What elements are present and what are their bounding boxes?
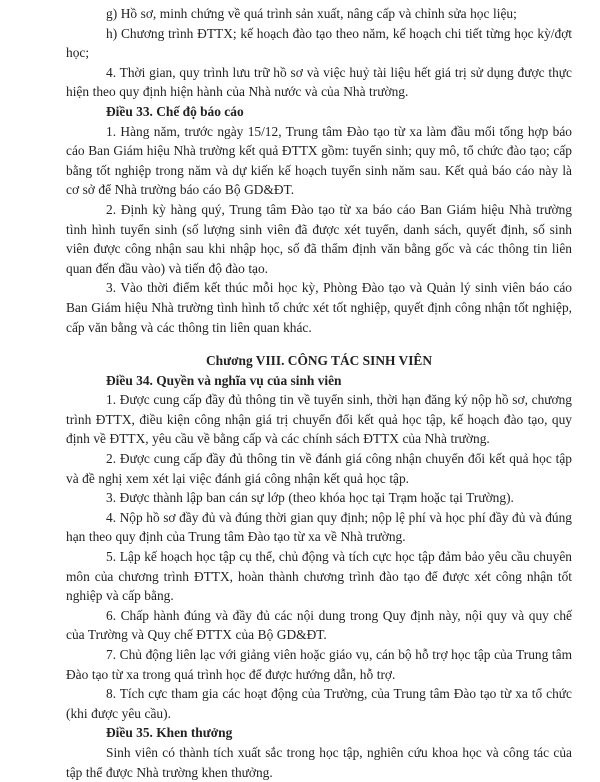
article-34-clause-3: 3. Được thành lập ban cán sự lớp (theo khóa học tại Trạm hoặc tại Trường).: [106, 490, 514, 506]
article-34-clause-5: 5. Lập kế hoạch học tập cụ thể, chủ động và tích cực học tập đảm bảo yêu cầu chuyên môn của chương trình ĐTTX, hoàn thành chương trình đào tạo để được xét công nhận tốt nghiệp và cấp bằng.: [66, 549, 572, 604]
article-34-heading: Điều 34. Quyền và nghĩa vụ của sinh viên: [106, 372, 342, 388]
article-34-clause-4: 4. Nộp hồ sơ đầy đủ và đúng thời gian quy định; nộp lệ phí và học phí đầy đủ và đúng hạn theo quy định của Trung tâm Đào tạo từ xa về Nhà trường.: [66, 509, 572, 545]
article-33-clause-2: 2. Định kỳ hàng quý, Trung tâm Đào tạo từ xa báo cáo Ban Giám hiệu Nhà trường tình hình tuyển sinh (số lượng sinh viên đã được xét tuyển, danh sách, quyết định, số sinh viên được công nhận sau khi nhập học, số đã thẩm định văn bằng gốc và các thông tin liên quan đến đầu vào) và tiến độ đào tạo.: [66, 201, 572, 276]
article-33-heading: Điều 33. Chế độ báo cáo: [106, 103, 244, 119]
article-35-heading: Điều 35. Khen thưởng: [106, 725, 233, 741]
clause-4-retention: 4. Thời gian, quy trình lưu trữ hồ sơ và việc huỷ tài liệu hết giá trị sử dụng được thực hiện theo quy định hiện hành của Nhà nước và của Nhà trường.: [66, 64, 572, 100]
article-34-clause-8: 8. Tích cực tham gia các hoạt động của Trường, của Trung tâm Đào tạo từ xa tổ chức (khi được yêu cầu).: [66, 686, 572, 721]
item-g-documents: g) Hồ sơ, minh chứng về quá trình sản xuất, nâng cấp và chỉnh sửa học liệu;: [106, 6, 517, 21]
article-35-body: Sinh viên có thành tích xuất sắc trong học tập, nghiên cứu khoa học và công tác của tập thể được Nhà trường khen thưởng.: [66, 744, 572, 780]
article-34-clause-6: 6. Chấp hành đúng và đầy đủ các nội dung trong Quy định này, nội quy và quy chế của Trường và Quy chế ĐTTX của Bộ GD&ĐT.: [66, 607, 572, 643]
article-33-clause-1: 1. Hàng năm, trước ngày 15/12, Trung tâm Đào tạo từ xa làm đầu mối tổng hợp báo cáo Ban Giám hiệu Nhà trường kết quả ĐTTX gồm: tuyển sinh; quy mô, tổ chức đào tạo; cấp bằng tốt nghiệp trong năm và dự kiến kế hoạch tuyển sinh năm sau. Kết quả báo cáo này là cơ sở để Nhà trường báo cáo Bộ GD&ĐT.: [66, 123, 572, 198]
article-34-clause-1: 1. Được cung cấp đầy đủ thông tin về tuyển sinh, thời hạn đăng ký nộp hồ sơ, chương trình ĐTTX, điều kiện công nhận giá trị chuyển đổi kết quả học tập, kế hoạch đào tạo, quy định về ĐTTX, yêu cầu về bằng cấp và các chính sách ĐTTX của Nhà trường.: [66, 392, 572, 447]
article-33-clause-3: 3. Vào thời điểm kết thúc mỗi học kỳ, Phòng Đào tạo và Quản lý sinh viên báo cáo Ban Giám hiệu Nhà trường tình hình tổ chức xét tốt nghiệp, quyết định công nhận tốt nghiệp, cấp văn bằng và các thông tin liên quan khác.: [66, 280, 572, 335]
article-34-clause-2: 2. Được cung cấp đầy đủ thông tin về đánh giá công nhận chuyển đổi kết quả học tập và đề nghị xem xét lại việc đánh giá công nhận kết quả học tập.: [66, 451, 572, 486]
item-h-program: h) Chương trình ĐTTX; kế hoạch đào tạo theo năm, kế hoạch chi tiết từng học kỳ/đợt học;: [66, 25, 572, 61]
chapter-8-title: Chương VIII. CÔNG TÁC SINH VIÊN: [205, 353, 433, 369]
article-34-clause-7: 7. Chủ động liên lạc với giảng viên hoặc giáo vụ, cán bộ hỗ trợ học tập của Trung tâm Đào tạo từ xa trong quá trình học để được hướng dẫn, hỗ trợ.: [66, 647, 572, 682]
